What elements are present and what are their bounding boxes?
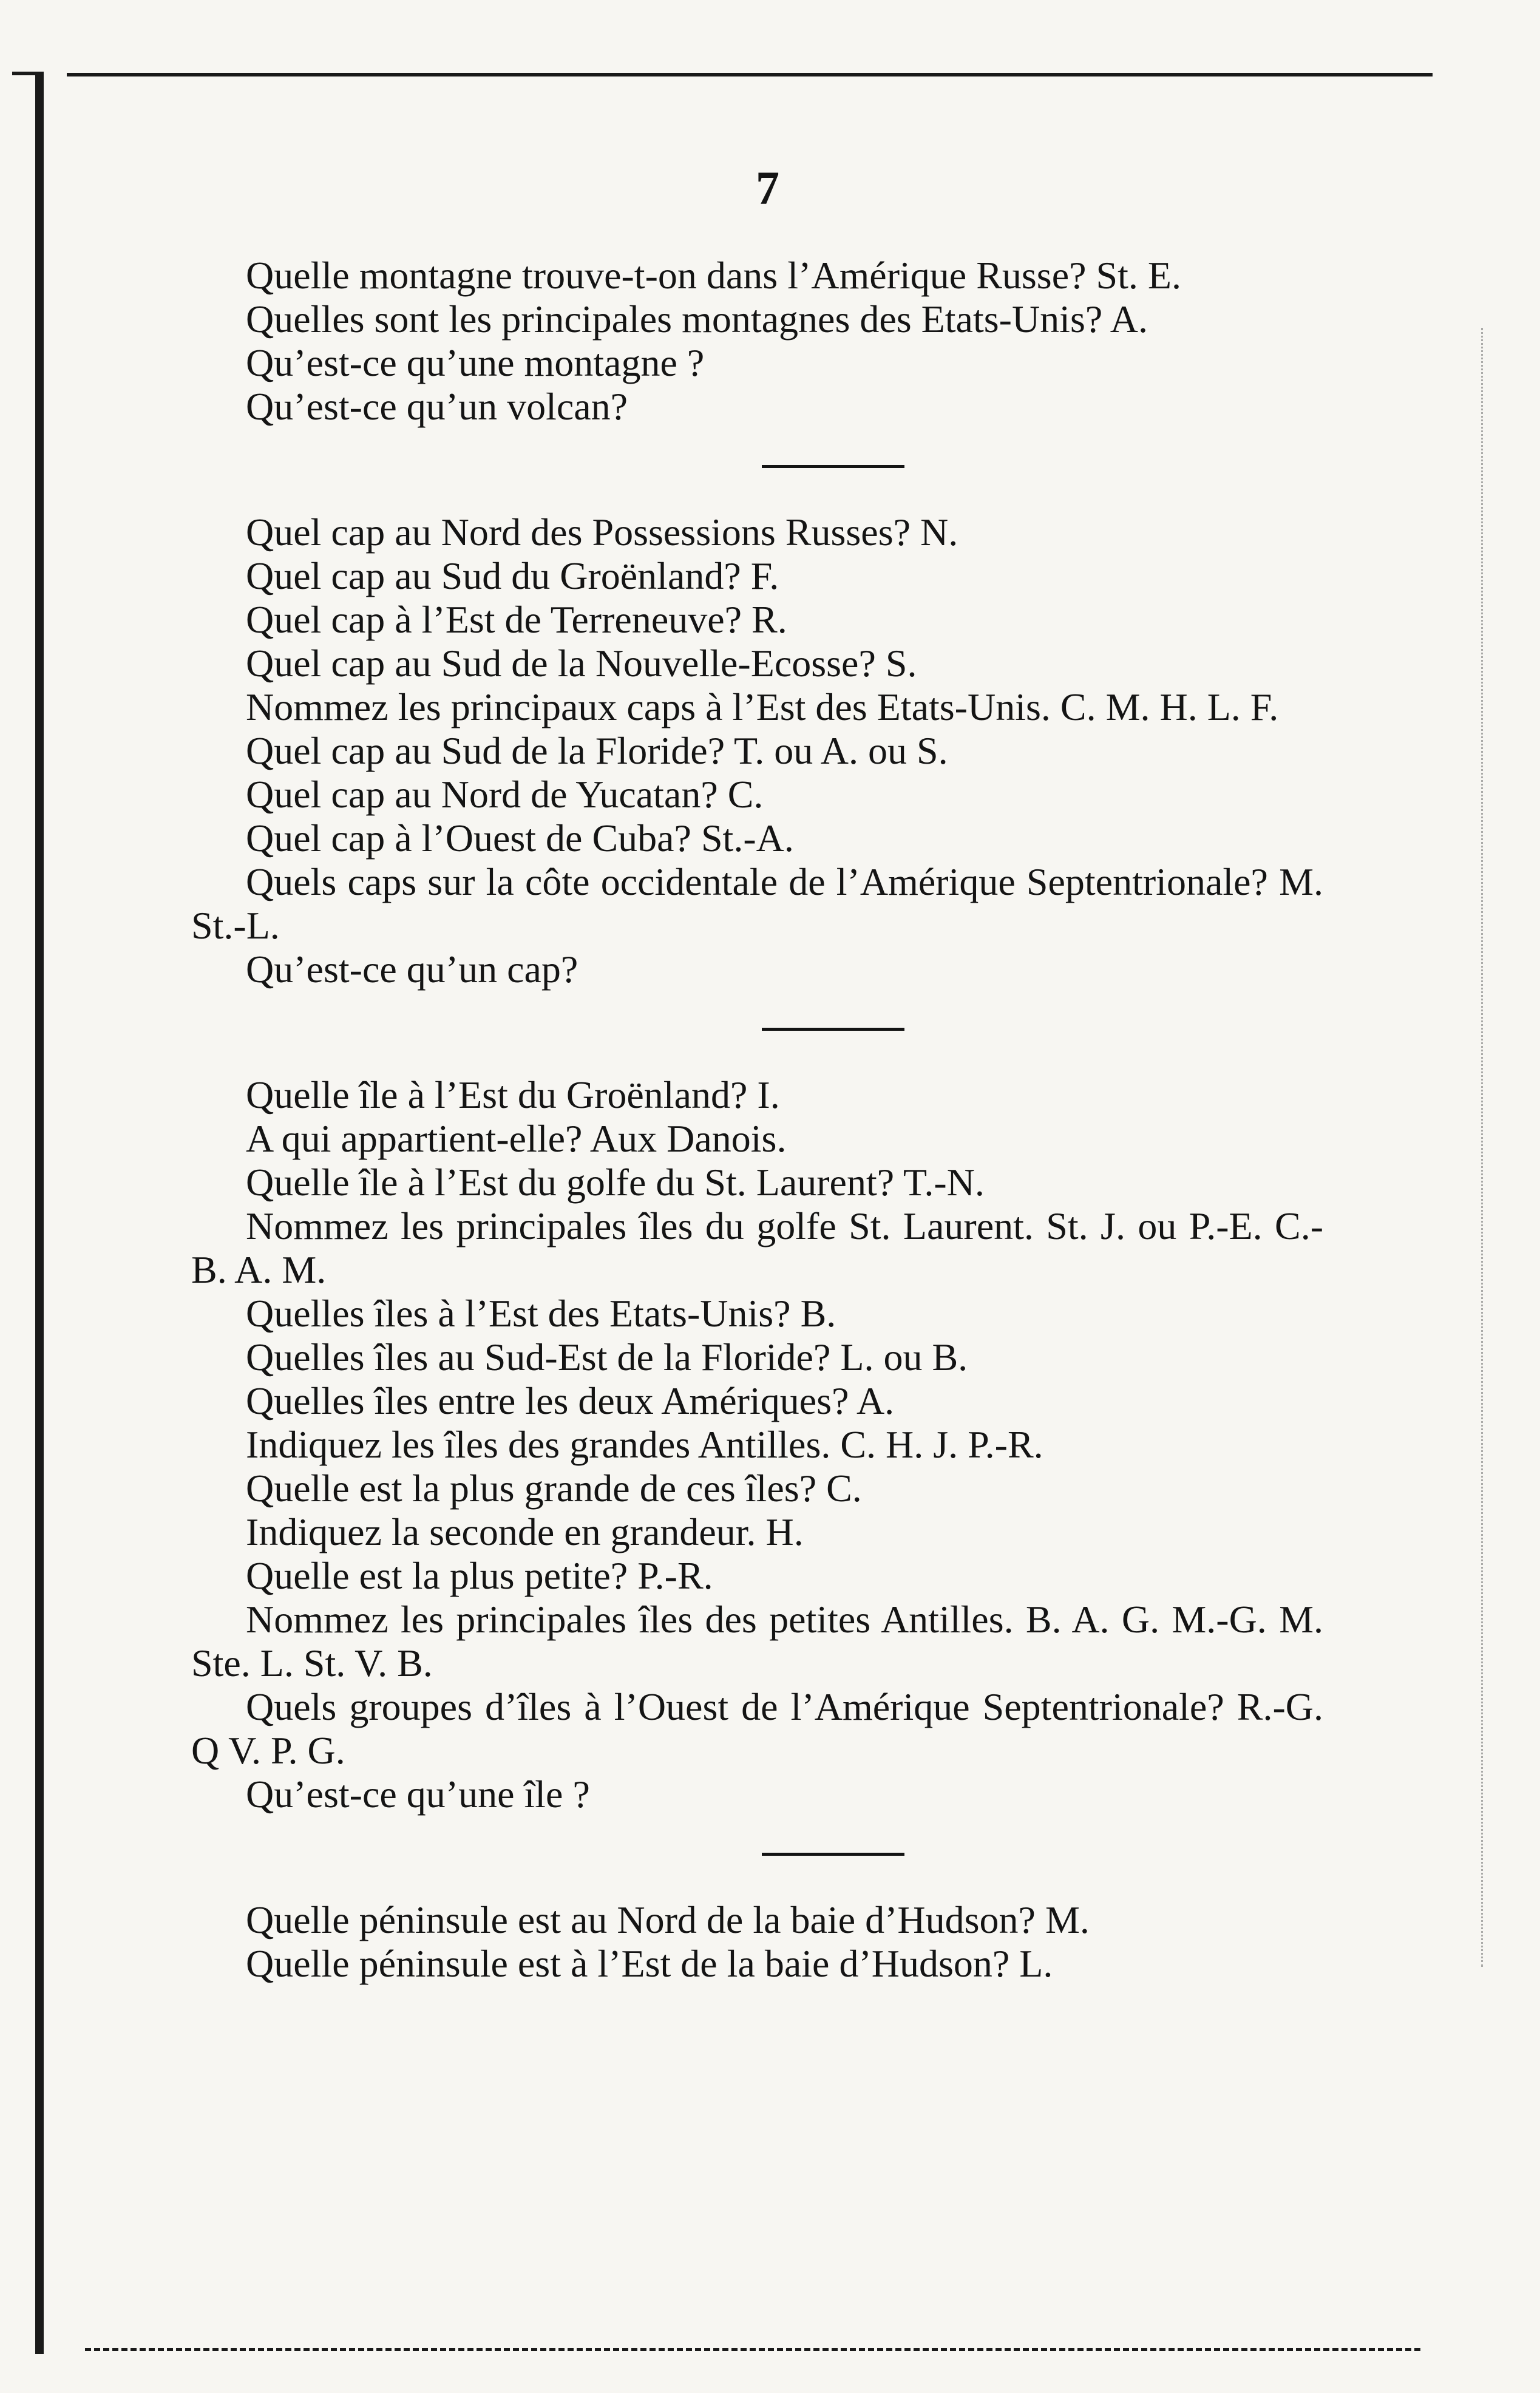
text-line: Quel cap à l’Ouest de Cuba? St.-A. bbox=[246, 816, 794, 860]
text-line: Quels caps sur la côte occidentale de l’Amérique Septentrionale? M. St.-L. bbox=[191, 860, 1323, 947]
text-line: Quelle montagne trouve-t-on dans l’Amérique Russe? St. E. bbox=[246, 254, 1181, 297]
text-line: Quelle île à l’Est du Groënland? I. bbox=[246, 1073, 780, 1116]
text-line: Quel cap à l’Est de Terreneuve? R. bbox=[246, 598, 787, 641]
text-line: Qu’est-ce qu’une île ? bbox=[246, 1773, 590, 1816]
text-line: Quelle île à l’Est du golfe du St. Laurent? T.-N. bbox=[246, 1161, 985, 1204]
text-line: Quelle est la plus grande de ces îles? C. bbox=[246, 1467, 862, 1510]
text-line: Nommez les principales îles du golfe St. Laurent. St. J. ou P.-E. C.-B. A. M. bbox=[191, 1204, 1323, 1291]
text-line: Quelles sont les principales montagnes des Etats-Unis? A. bbox=[246, 297, 1148, 341]
text-line: Qu’est-ce qu’un cap? bbox=[246, 948, 578, 991]
text-line: Quel cap au Sud de la Nouvelle-Ecosse? S. bbox=[246, 642, 917, 685]
text-line: Quelle péninsule est à l’Est de la baie d’Hudson? L. bbox=[246, 1942, 1053, 1985]
text-line: Quel cap au Nord des Possessions Russes? N. bbox=[246, 511, 958, 554]
scan-edge-left bbox=[35, 72, 44, 2354]
section-divider bbox=[762, 465, 904, 468]
section-divider bbox=[762, 1853, 904, 1856]
text-line: Quelles îles au Sud-Est de la Floride? L. ou B. bbox=[246, 1336, 968, 1379]
text-line: Indiquez les îles des grandes Antilles. C. H. J. P.-R. bbox=[246, 1423, 1043, 1466]
text-line: Quelles îles à l’Est des Etats-Unis? B. bbox=[246, 1292, 836, 1335]
text-line: Quels groupes d’îles à l’Ouest de l’Amérique Septentrionale? R.-G. Q V. P. G. bbox=[191, 1685, 1323, 1772]
section-islands bbox=[191, 1073, 1323, 1816]
text-line: Quel cap au Sud du Groënland? F. bbox=[246, 554, 779, 597]
text-line: Quel cap au Sud de la Floride? T. ou A. ou S. bbox=[246, 729, 948, 772]
bottom-border-rule bbox=[85, 2348, 1420, 2351]
section-mountains bbox=[246, 254, 1323, 429]
text-line: Quel cap au Nord de Yucatan? C. bbox=[246, 773, 764, 816]
text-line: Quelle est la plus petite? P.-R. bbox=[246, 1554, 713, 1597]
text-line: Nommez les principales îles des petites Antilles. B. A. G. M.-G. M. Ste. L. St. V. B. bbox=[191, 1598, 1323, 1685]
text-line: Quelle péninsule est au Nord de la baie d’Hudson? M. bbox=[246, 1898, 1090, 1941]
section-peninsulas bbox=[246, 1898, 1323, 1986]
section-divider bbox=[762, 1028, 904, 1031]
page-number: 7 bbox=[756, 161, 779, 214]
text-line: Indiquez la seconde en grandeur. H. bbox=[246, 1510, 804, 1553]
top-border-rule bbox=[67, 73, 1433, 76]
section-capes bbox=[191, 511, 1323, 991]
text-line: Quelles îles entre les deux Amériques? A. bbox=[246, 1379, 895, 1422]
text-line: Nommez les principaux caps à l’Est des Etats-Unis. C. M. H. L. F. bbox=[246, 685, 1279, 728]
text-line: A qui appartient-elle? Aux Danois. bbox=[246, 1117, 787, 1160]
text-line: Qu’est-ce qu’une montagne ? bbox=[246, 341, 705, 384]
body-text bbox=[191, 254, 1323, 1986]
text-line: Qu’est-ce qu’un volcan? bbox=[246, 385, 628, 428]
scan-edge-right bbox=[1481, 328, 1489, 1967]
